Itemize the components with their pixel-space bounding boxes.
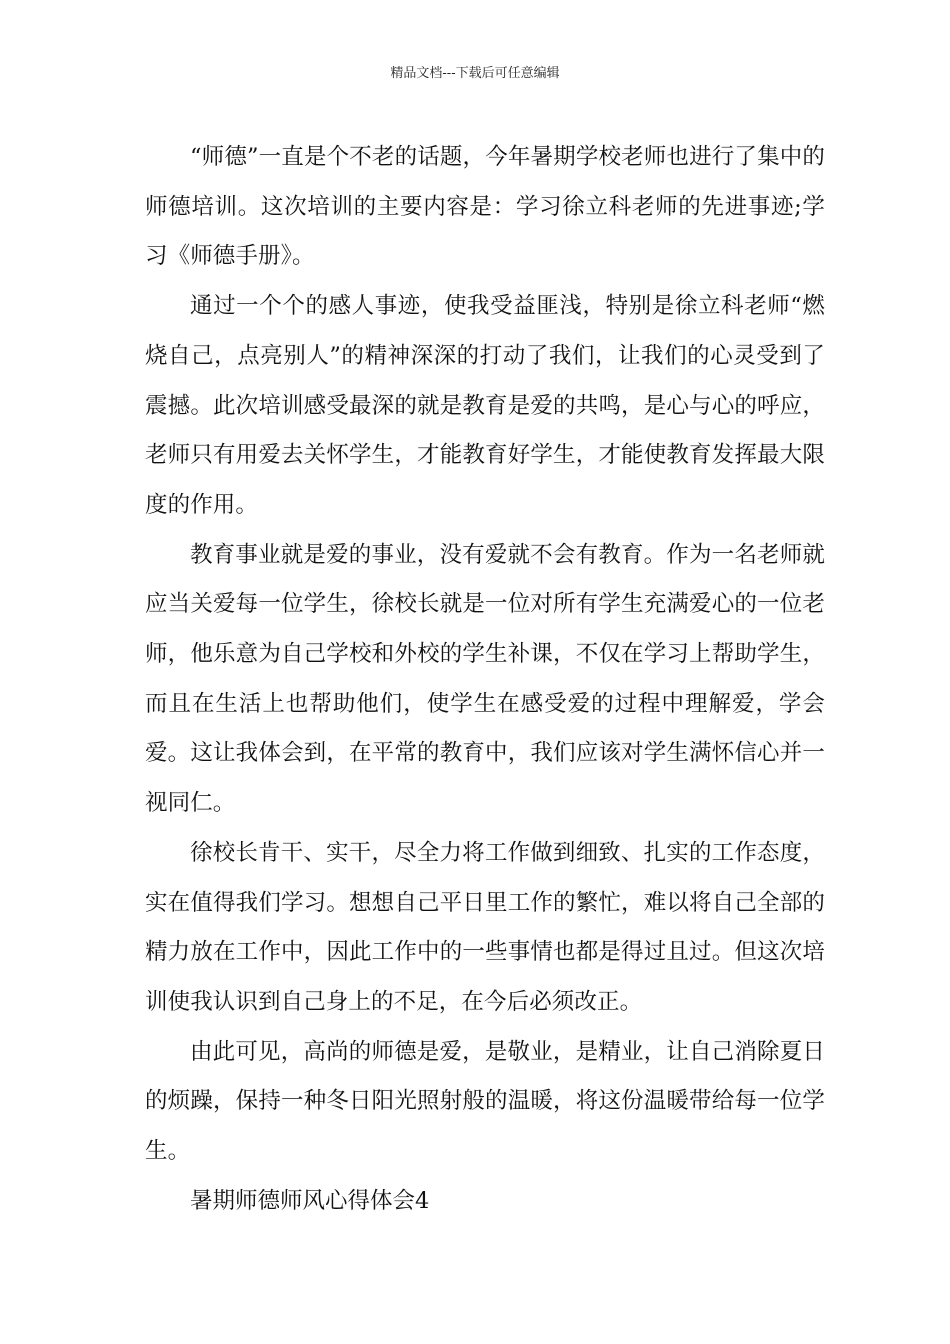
paragraph-5: 由此可见，高尚的师德是爱，是敬业，是精业，让自己消除夏日的烦躁，保持一种冬日阳光照射般的温暖，将这份温暖带给每一位学生。: [145, 1038, 825, 1165]
page-header: 精品文档---下载后可任意编辑: [390, 66, 560, 81]
section-title: 暑期师德师风心得体会4: [190, 1187, 430, 1214]
paragraph-4: 徐校长肯干、实干，尽全力将工作做到细致、扎实的工作态度，实在值得我们学习。想想自己平日里工作的繁忙，难以将自己全部的精力放在工作中，因此工作中的一些事情也都是得过且过。但这次培训使我认识到自己身上的不足，在今后必须改正。: [145, 839, 825, 1015]
paragraph-2: 通过一个个的感人事迹，使我受益匪浅，特别是徐立科老师“燃烧自己，点亮别人”的精神深深的打动了我们，让我们的心灵受到了震撼。此次培训感受最深的就是教育是爱的共鸣，是心与心的呼应，老师只有用爱去关怀学生，才能教育好学生，才能使教育发挥最大限度的作用。: [145, 293, 825, 518]
document-body: [145, 133, 825, 1226]
paragraph-3: 教育事业就是爱的事业，没有爱就不会有教育。作为一名老师就应当关爱每一位学生，徐校长就是一位对所有学生充满爱心的一位老师，他乐意为自己学校和外校的学生补课，不仅在学习上帮助学生，而且在生活上也帮助他们，使学生在感受爱的过程中理解爱，学会爱。这让我体会到，在平常的教育中，我们应该对学生满怀信心并一视同仁。: [145, 541, 825, 817]
paragraph-1: “师德”一直是个不老的话题，今年暑期学校老师也进行了集中的师德培训。这次培训的主要内容是：学习徐立科老师的先进事迹;学习《师德手册》。: [145, 144, 825, 270]
